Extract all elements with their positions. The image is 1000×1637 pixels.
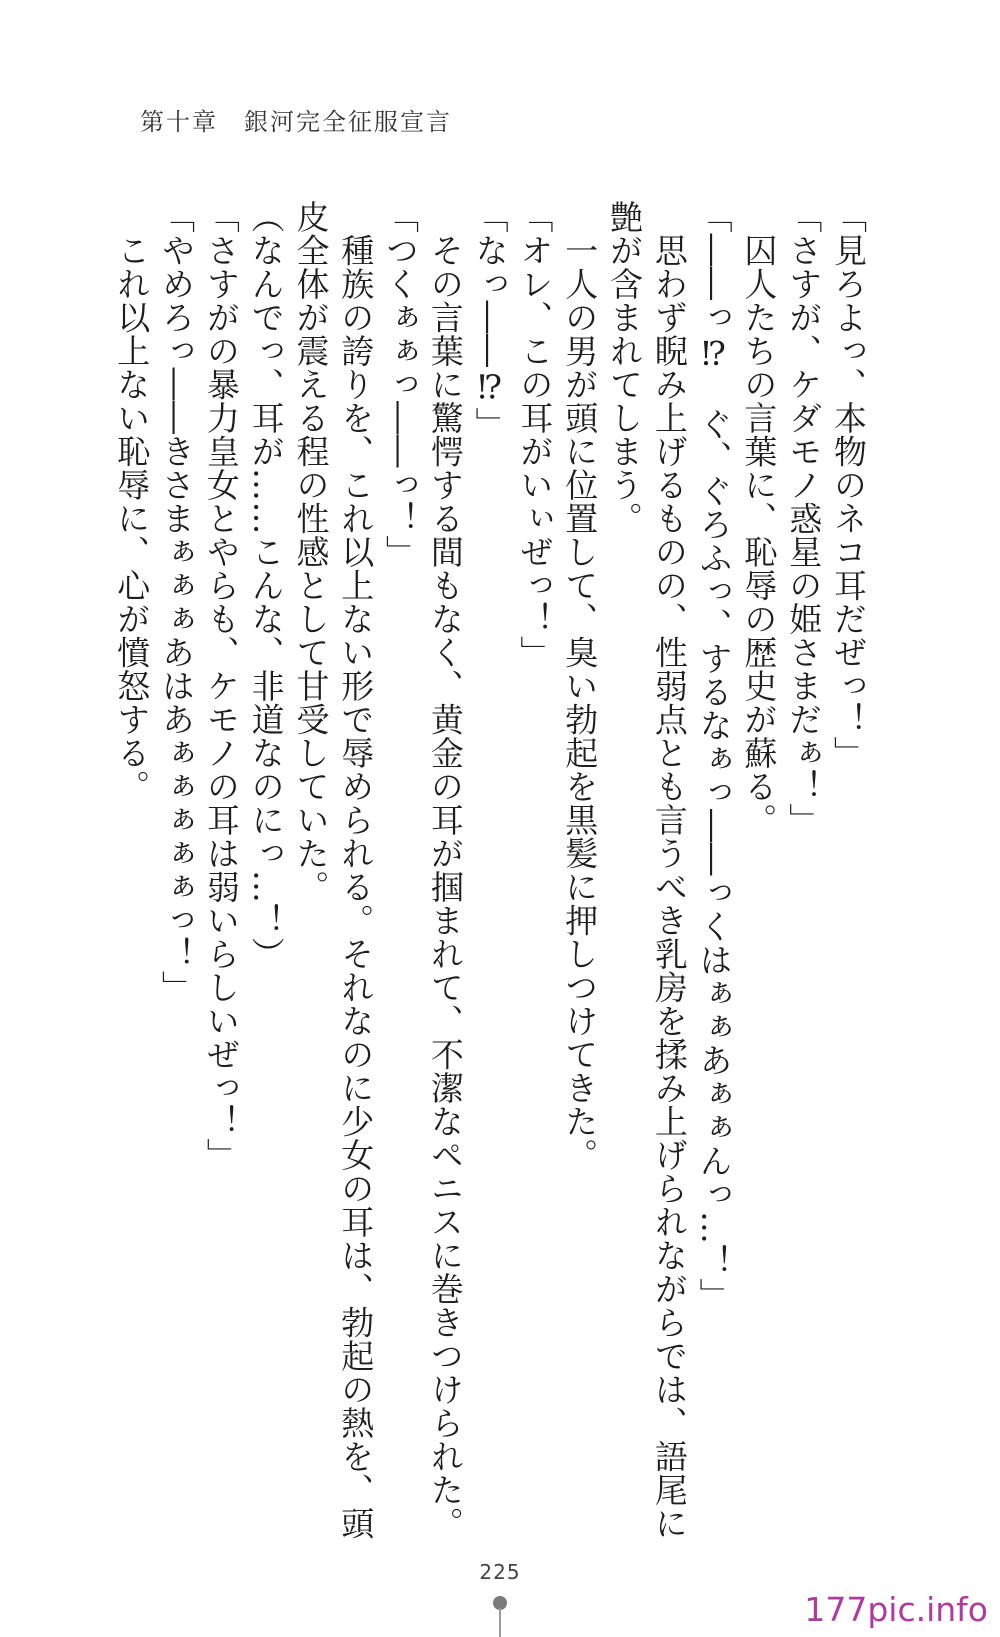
text-line: これ以上ない恥辱に、心が憤怒する。	[112, 200, 152, 803]
marker-stem	[499, 1608, 501, 1637]
text-line: 種族の誇りを、これ以上ない形で辱められる。それなのに少女の耳は、勃起の熱を、頭	[336, 200, 376, 1540]
text-line: 「つくぁぁっ――っ！」	[381, 200, 421, 569]
text-line: （なんでっ、耳が……こんな、非道なのにっ…！）	[246, 200, 286, 971]
page-number: 225	[479, 1560, 521, 1584]
text-line: 「――っ⁉ ぐ、ぐろふっ、するなぁっ――っくはぁぁあぁぁんっ…！」	[694, 200, 734, 1312]
watermark-text: 177pic.info	[804, 1590, 988, 1629]
text-line: 「さすがの暴力皇女とやらも、ケモノの耳は弱いらしいぜっ！」	[201, 200, 241, 1172]
running-header: 第十章 銀河完全征服宣言	[140, 108, 452, 136]
text-line: 艶が含まれてしまう。	[605, 200, 645, 535]
text-line: 囚人たちの言葉に、恥辱の歴史が蘇る。	[739, 200, 779, 837]
text-line: 「見ろよっ、本物のネコ耳だぜっ！」	[829, 200, 868, 770]
text-line: 一人の男が頭に位置して、臭い勃起を黒髪に押しつけてきた。	[560, 200, 600, 1172]
text-line: その言葉に驚愕する間もなく、黄金の耳が掴まれて、不潔なペニスに巻きつけられた。	[425, 200, 465, 1540]
body-text	[112, 200, 870, 1540]
text-line: 思わず睨み上げるものの、性弱点とも言うべき乳房を揉み上げられながらでは、語尾に	[649, 200, 689, 1540]
text-line: 「なっ――⁉」	[470, 200, 510, 441]
text-line: 皮全体が震える程の性感として甘受していた。	[291, 200, 331, 904]
text-line: 「さすが、ケダモノ惑星の姫さまだぁ！」	[784, 200, 824, 837]
text-line: 「オレ、この耳がいぃぜっ！」	[515, 200, 555, 669]
text-line: 「やめろっ――きさまぁぁぁあはあぁぁぁぁぁっ！」	[157, 200, 197, 1004]
